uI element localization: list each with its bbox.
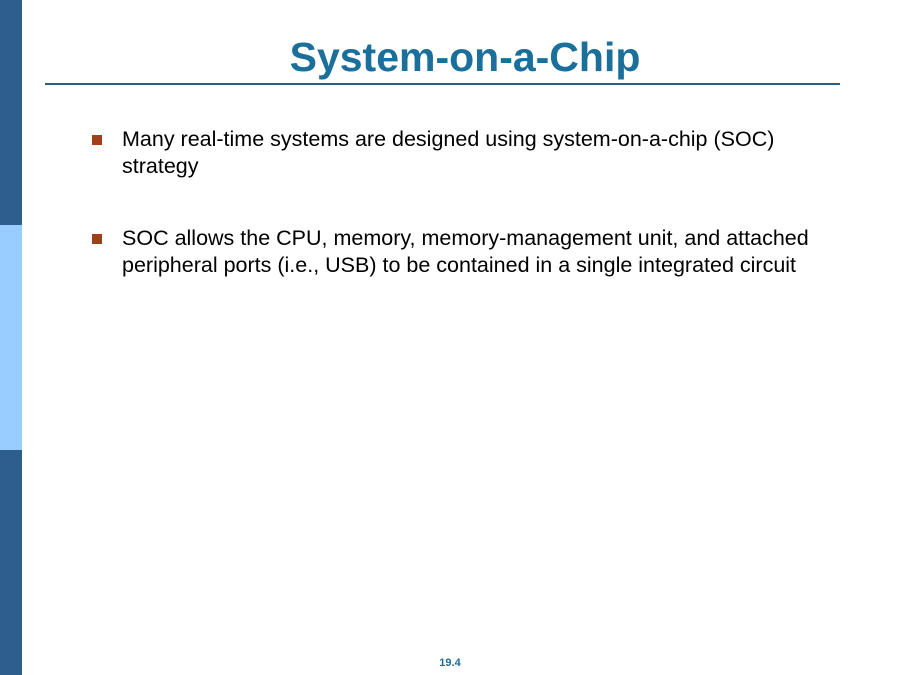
square-bullet-icon <box>92 135 102 145</box>
page-number: 19.4 <box>439 657 461 669</box>
bullet-text-1: Many real-time systems are designed using system-on-a-chip (SOC) strategy <box>122 127 775 178</box>
title-underline <box>45 83 840 85</box>
bullet-text-2: SOC allows the CPU, memory, memory-management unit, and attached peripheral ports (i.e., USB) to be contained in a single integrated circuit <box>122 226 809 277</box>
side-bar-middle-segment <box>0 225 22 450</box>
square-bullet-icon <box>92 234 102 244</box>
side-accent-bar <box>0 0 22 675</box>
slide-title: System-on-a-Chip <box>289 34 641 80</box>
bullet-item-2 <box>90 225 850 279</box>
side-bar-bottom-segment <box>0 450 22 675</box>
side-bar-top-segment <box>0 0 22 225</box>
bullet-list <box>90 126 850 324</box>
bullet-item-1 <box>90 126 850 180</box>
